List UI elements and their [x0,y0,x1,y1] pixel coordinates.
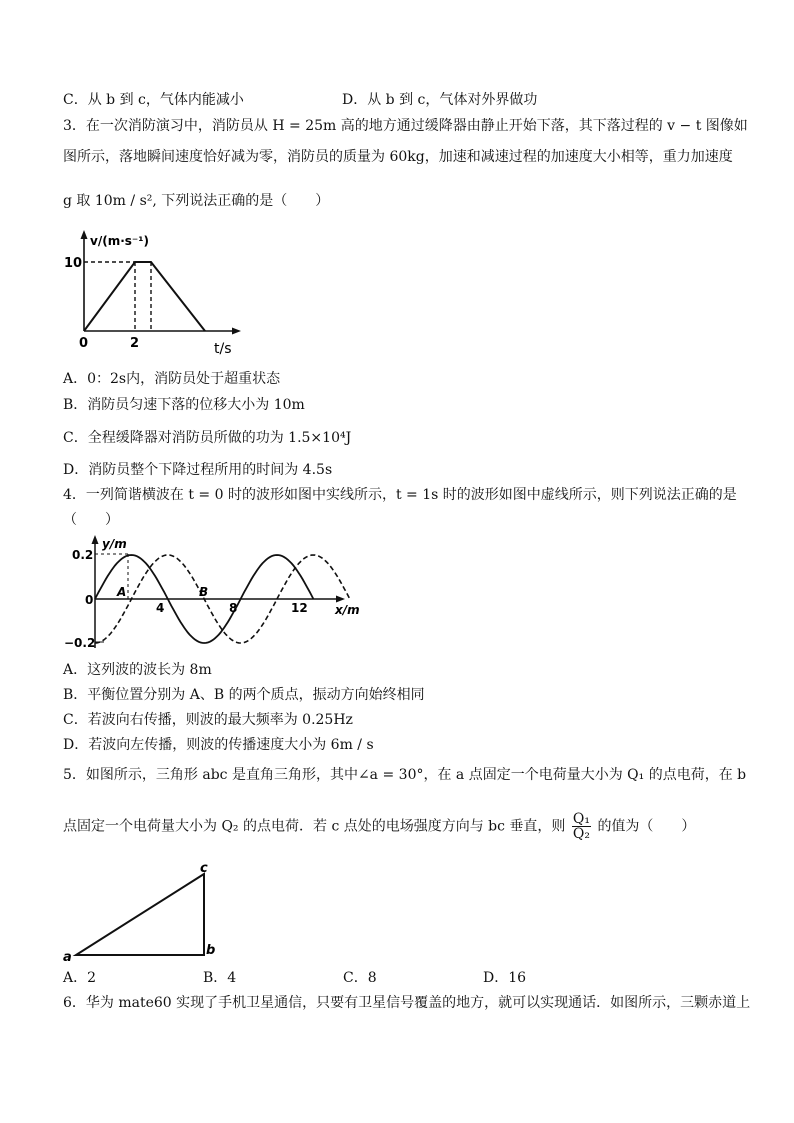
q3-y-arrow [81,230,88,239]
q5-vertex-c: c [200,861,208,876]
q4-x-tick-12: 12 [291,601,308,615]
q4-stem-line1: 4．一列简谐横波在 t = 0 时的波形如图中实线所示，t = 1s 时的波形如图中虚线所示，则下列说法正确的是 [63,487,737,503]
q4-y-arrow [92,535,99,544]
prev-option-c: C．从 b 到 c，气体内能减小 [63,92,244,108]
q3-option-c: C．全程缓降器对消防员所做的功为 1.5×10⁴J [63,430,352,446]
q4-point-b: B [199,585,209,599]
q4-stem-line2: （ ） [63,512,119,528]
q4-origin: 0 [85,593,94,607]
q5-fraction [572,812,591,841]
q3-y-tick-10: 10 [64,256,83,271]
q3-option-b: B．消防员匀速下落的位移大小为 10m [63,397,305,413]
q5-fraction-numerator: Q₁ [572,811,590,827]
q5-vertex-b: b [206,943,216,958]
q3-option-a: A．0：2s内，消防员处于超重状态 [63,371,281,387]
q5-stem-line2-post: 的值为（ ） [597,818,696,835]
q3-origin: 0 [79,336,89,351]
q5-stem-line2-pre: 点固定一个电荷量大小为 Q₂ 的点电荷．若 c 点处的电场强度方向与 bc 垂直，则 [63,818,566,835]
q4-option-b: B．平衡位置分别为 A、B 的两个质点，振动方向始终相同 [63,687,425,703]
q4-y-label: y/m [102,537,127,551]
q4-y-bottom: −0.2 [64,636,96,650]
q4-option-a: A．这列波的波长为 8m [63,662,212,678]
q3-stem-line1: 3．在一次消防演习中，消防员从 H = 25m 高的地方通过缓降器由静止开始下落，其下落过程的 v − t 图像如 [63,118,748,134]
q5-option-a: A．2 [63,970,97,986]
q6-stem-line1: 6．华为 mate60 实现了手机卫星通信，只要有卫星信号覆盖的地方，就可以实现通话．如图所示，三颗赤道上 [63,995,751,1011]
prev-option-d: D．从 b 到 c，气体对外界做功 [342,92,538,108]
q3-stem-line3: g 取 10m / s², 下列说法正确的是（ ） [63,193,330,209]
q4-wave-graph [60,532,370,656]
q4-option-d: D．若波向左传播，则波的传播速度大小为 6m / s [63,737,374,753]
q4-x-tick-8: 8 [229,601,238,615]
q3-x-tick-2: 2 [130,336,140,351]
q4-option-c: C．若波向右传播，则波的最大频率为 0.25Hz [63,712,353,728]
q5-option-c: C．8 [343,970,377,986]
q4-x-tick-4: 4 [156,601,165,615]
q5-vertex-a: a [63,950,72,964]
q4-x-arrow [336,596,345,603]
q3-x-label: t/s [214,341,232,357]
q5-triangle-figure [60,860,230,964]
q5-fraction-denominator: Q₂ [572,826,590,842]
q4-y-top: 0.2 [72,548,94,562]
q3-vt-graph [60,228,250,358]
q5-stem-line2 [63,812,695,841]
q3-vt-curve [84,262,205,331]
q3-y-label: v/(m·s⁻¹) [90,234,149,248]
q5-triangle [76,874,204,955]
q5-stem-line1: 5．如图所示，三角形 abc 是直角三角形，其中∠a = 30°，在 a 点固定一个电荷量大小为 Q₁ 的点电荷，在 b [63,767,747,783]
q3-option-d: D．消防员整个下降过程所用的时间为 4.5s [63,462,333,478]
q3-stem-line2: 图所示，落地瞬间速度恰好减为零，消防员的质量为 60kg，加速和减速过程的加速度大小相等，重力加速度 [63,149,733,165]
q5-option-d: D．16 [483,970,527,986]
q4-point-a: A [117,585,127,599]
q4-x-label: x/m [335,603,360,617]
q5-option-b: B．4 [203,970,237,986]
q3-x-arrow [232,328,241,335]
